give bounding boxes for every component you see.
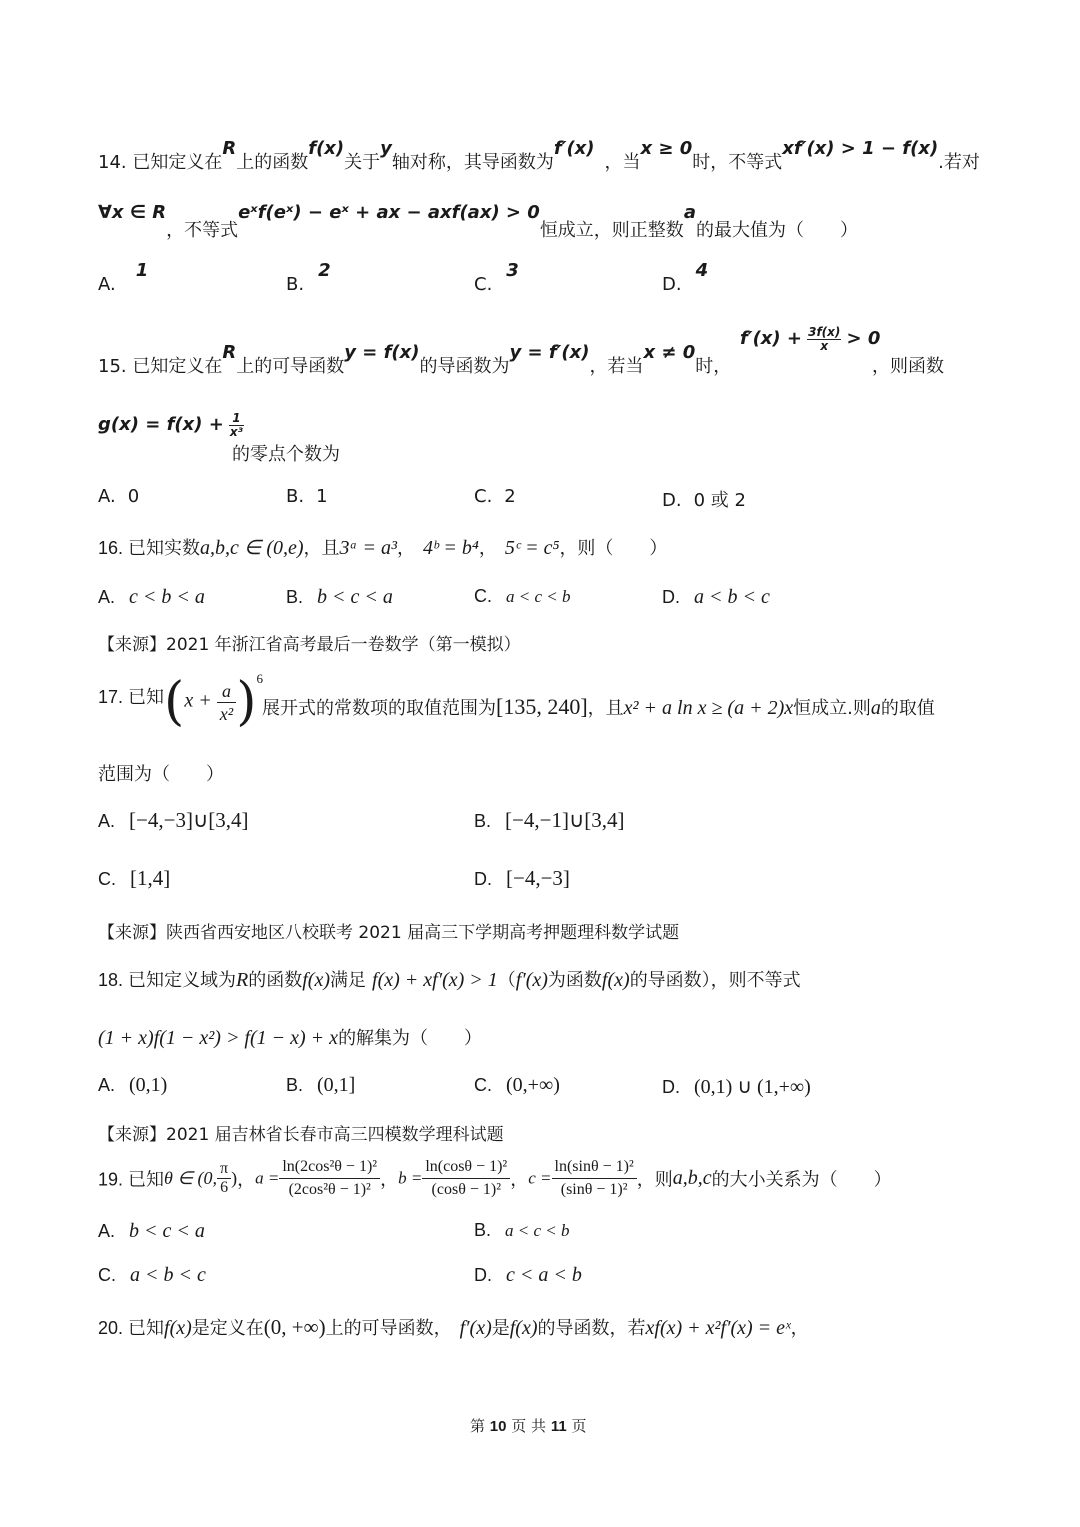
q19-fraction-c <box>552 1156 637 1201</box>
q16-text: ， <box>397 538 415 559</box>
q14-option-c <box>474 260 519 295</box>
q14-text: ，不等式 <box>166 220 239 241</box>
q16-source: 【来源】2021 年浙江省高考最后一卷数学（第一模拟） <box>98 635 521 655</box>
fraction-numerator: π <box>217 1160 231 1179</box>
option-label: D. <box>474 1265 492 1285</box>
option-value: b < c < a <box>317 586 393 608</box>
q16-text: ， <box>478 538 497 559</box>
question-15-line-2 <box>98 412 244 439</box>
option-label: B. <box>286 486 305 507</box>
q14-math: xf′(x) > 1 − f(x) <box>782 138 939 159</box>
q15-math: R <box>222 342 237 363</box>
q15-math: x ≠ 0 <box>643 342 696 363</box>
q20-text: 20. 已知 <box>98 1318 165 1338</box>
q14-math: f′(x) <box>553 138 595 159</box>
option-label: D. <box>474 869 492 889</box>
q18-math: (1 + x)f(1 − x²) > f(1 − x) + x <box>98 1027 339 1049</box>
option-value: a < b < c <box>130 1264 206 1286</box>
q16-option-b <box>286 586 393 609</box>
q19-text: ， <box>380 1169 399 1191</box>
q18-math: f(x) + xf′(x) > 1 <box>372 969 498 991</box>
q20-math: f(x) <box>509 1317 538 1339</box>
q16-math: 4ᵇ = b⁴ <box>423 537 479 559</box>
q18-text: 18. 已知定义域为 <box>98 970 237 990</box>
q15-text: ，则函数 <box>872 356 944 377</box>
fraction-numerator: ln(cosθ − 1)² <box>422 1156 510 1179</box>
q14-math: ∀x ∈ R <box>98 202 167 223</box>
q18-text: （ <box>497 970 516 991</box>
option-label: B. <box>286 274 305 295</box>
q15-option-b <box>286 486 328 507</box>
option-value: 1 <box>135 260 149 281</box>
fraction-denominator: x³ <box>229 425 243 439</box>
option-value: 0 或 2 <box>693 490 746 511</box>
q18-option-b <box>286 1074 355 1097</box>
option-value: 3 <box>506 260 519 281</box>
option-value: (0,1) <box>129 1074 168 1096</box>
option-label: A. <box>98 274 116 295</box>
option-label: C. <box>474 486 493 507</box>
q16-math: a,b,c ∈ (0,e) <box>200 537 304 559</box>
q14-text: 关于 <box>344 152 381 173</box>
q15-fraction <box>807 326 841 353</box>
fraction-denominator: (sinθ − 1)² <box>560 1181 628 1198</box>
q18-option-a <box>98 1074 167 1097</box>
q19-math: a,b,c <box>672 1167 712 1189</box>
q18-text: 满足 <box>330 970 367 991</box>
q16-option-c <box>474 586 571 607</box>
option-label: C. <box>474 274 493 295</box>
q20-text: 上的可导函数， <box>325 1318 452 1339</box>
q15-text: 的导函数为 <box>419 356 510 377</box>
q20-math: (0, +∞) <box>263 1315 326 1339</box>
question-14-line-1 <box>98 138 980 174</box>
option-label: C. <box>98 1265 116 1285</box>
option-value: [1,4] <box>130 866 171 890</box>
option-label: A. <box>98 811 116 831</box>
q19-option-c <box>98 1264 206 1287</box>
q19-math: θ ∈ (0, <box>164 1168 218 1188</box>
q16-text: ，则（ ） <box>559 538 668 559</box>
q19-option-d <box>474 1264 582 1287</box>
q18-text: 的函数 <box>248 970 303 991</box>
q19-math: c = <box>528 1168 552 1188</box>
question-15-line-1 <box>98 338 732 377</box>
q14-text: 时，不等式 <box>692 152 783 173</box>
q17-option-c <box>98 866 170 891</box>
question-20 <box>98 1314 809 1340</box>
q14-math: x ≥ 0 <box>640 138 693 159</box>
q18-math: f(x) <box>601 969 630 991</box>
q14-text: ，当 <box>604 152 641 173</box>
q15-text: 上的可导函数 <box>236 356 345 377</box>
q14-option-a <box>98 260 149 295</box>
q17-text: 的取值 <box>880 698 935 719</box>
q14-math: f(x) <box>308 138 345 159</box>
option-label: B. <box>286 587 304 607</box>
footer-mid: 页 共 <box>511 1417 547 1435</box>
q18-math: f′(x) <box>515 969 548 991</box>
q18-source: 【来源】2021 届吉林省长春市高三四模数学理科试题 <box>98 1125 504 1145</box>
q15-math: g(x) = f(x) + <box>98 414 224 435</box>
q20-math: xf(x) + x²f′(x) = eˣ <box>645 1317 791 1339</box>
option-value: 4 <box>695 260 709 281</box>
option-label: B. <box>474 811 492 831</box>
q19-text: 19. 已知 <box>98 1169 165 1190</box>
fraction-denominator: (2cos²θ − 1)² <box>288 1181 371 1198</box>
option-value: c < a < b <box>506 1264 582 1286</box>
q19-fraction-a <box>279 1156 380 1201</box>
q17-text: 展开式的常数项的取值范围为 <box>262 698 496 719</box>
q14-math: a <box>683 202 696 223</box>
q17-math: [135, 240] <box>496 694 588 719</box>
footer-prefix: 第 <box>470 1417 486 1435</box>
option-value: 1 <box>316 486 328 507</box>
option-value: a < c < b <box>506 587 571 606</box>
option-value: a < c < b <box>505 1221 570 1240</box>
q18-math: f(x) <box>302 969 331 991</box>
page-footer <box>470 1415 586 1436</box>
q15-text: 时， <box>695 356 732 377</box>
q18-option-d <box>662 1074 811 1099</box>
q17-fraction <box>217 680 236 725</box>
q17-text: ，且 <box>587 698 624 719</box>
q15-text: 15. 已知定义在 <box>98 356 223 377</box>
q15-math: > 0 <box>846 328 881 349</box>
q19-fraction-pi <box>217 1160 231 1197</box>
fraction-numerator: a <box>217 680 236 703</box>
option-value: (0,+∞) <box>506 1074 560 1096</box>
q16-text: 16. 已知实数 <box>98 538 201 558</box>
q19-text: ，则 <box>636 1169 673 1191</box>
q20-math: f′(x) <box>459 1317 492 1339</box>
q20-text: 是 <box>491 1318 510 1339</box>
footer-suffix: 页 <box>571 1417 587 1435</box>
option-value: [−4,−3] <box>506 866 570 890</box>
option-label: A. <box>98 1075 116 1095</box>
option-label: B. <box>474 1220 492 1240</box>
option-label: D. <box>662 274 682 295</box>
q20-text: 的导函数，若 <box>537 1318 646 1339</box>
question-19 <box>98 1156 892 1201</box>
q14-text: 轴对称，其导函数为 <box>391 152 554 173</box>
fraction-denominator: x <box>820 339 829 353</box>
right-paren: ) <box>236 672 257 732</box>
option-value: b < c < a <box>129 1220 205 1242</box>
q14-option-d <box>662 260 709 295</box>
fraction-numerator: ln(2cos²θ − 1)² <box>279 1156 380 1179</box>
q15-math: y = f′(x) <box>509 342 590 363</box>
question-18-line-1 <box>98 966 801 992</box>
q15-option-a <box>98 486 139 507</box>
footer-page-number: 10 <box>489 1418 507 1435</box>
q15-text: ，若当 <box>589 356 644 377</box>
option-label: A. <box>98 486 116 507</box>
q15-inequality <box>740 326 880 353</box>
q19-math: a = <box>255 1168 280 1188</box>
q17-exponent: 6 <box>256 670 263 686</box>
question-17-line-2: 范围为（ ） <box>98 764 224 785</box>
fraction-numerator: ln(sinθ − 1)² <box>552 1156 637 1179</box>
q14-text: 的最大值为（ ） <box>695 220 858 241</box>
question-18-line-2 <box>98 1024 482 1050</box>
left-paren: ( <box>164 672 185 732</box>
question-14-line-2 <box>98 202 858 241</box>
q14-text: .若对 <box>938 152 980 173</box>
option-label: C. <box>474 586 492 606</box>
q16-math: 3ᵃ = a³ <box>339 537 397 559</box>
option-value: (0,1] <box>317 1074 356 1096</box>
question-17-line-1 <box>98 670 263 732</box>
q19-text: ， <box>510 1169 529 1191</box>
q18-math: R <box>236 969 249 991</box>
q15-math: f′(x) + <box>740 328 802 349</box>
q19-option-a <box>98 1220 205 1243</box>
q18-text: 的导函数），则不等式 <box>629 970 801 991</box>
option-value: 2 <box>318 260 331 281</box>
q14-math: y <box>380 138 392 159</box>
q19-text: 的大小关系为（ ） <box>711 1169 892 1191</box>
fraction-denominator: (cosθ − 1)² <box>431 1181 501 1198</box>
q19-text: ， <box>237 1169 256 1191</box>
fraction-numerator: 3f(x) <box>808 325 841 339</box>
q17-math: a <box>870 697 881 719</box>
q17-option-a <box>98 808 249 833</box>
option-label: A. <box>98 587 116 607</box>
q17-option-b <box>474 808 625 833</box>
q16-text: ，且 <box>303 538 340 559</box>
option-value: (0,1) ∪ (1,+∞) <box>694 1076 811 1098</box>
q16-option-d <box>662 586 770 609</box>
q14-option-b <box>286 260 331 295</box>
q18-option-c <box>474 1074 560 1097</box>
option-label: D. <box>662 490 682 511</box>
fraction-denominator: x² <box>219 703 234 724</box>
question-17-line-1-rest <box>262 694 935 720</box>
q19-option-b <box>474 1220 570 1241</box>
q20-math: f(x) <box>164 1317 192 1339</box>
q17-option-d <box>474 866 570 891</box>
q19-fraction-b <box>422 1156 510 1201</box>
question-16 <box>98 534 667 560</box>
q20-text: 是定义在 <box>191 1318 264 1339</box>
q17-source: 【来源】陕西省西安地区八校联考 2021 届高三下学期高考押题理科数学试题 <box>98 923 680 943</box>
fraction-numerator: 1 <box>229 412 244 426</box>
option-value: 0 <box>127 486 140 507</box>
fraction-denominator: 6 <box>220 1179 229 1196</box>
q14-text: 14. 已知定义在 <box>98 152 223 173</box>
q15-option-c <box>474 486 516 507</box>
q14-math: eˣf(eˣ) − eˣ + ax − axf(ax) > 0 <box>238 202 540 223</box>
q15-fraction <box>229 412 244 439</box>
option-label: D. <box>662 1077 680 1097</box>
q17-math: x + <box>184 689 212 712</box>
option-label: C. <box>474 1075 492 1095</box>
option-value: [−4,−1]∪[3,4] <box>505 808 625 832</box>
q15-math: y = f(x) <box>344 342 420 363</box>
q17-text: 17. 已知 <box>98 686 165 707</box>
q16-math: 5ᶜ = c⁵ <box>504 537 560 559</box>
option-value: [−4,−3]∪[3,4] <box>129 808 249 832</box>
q20-text: ， <box>790 1318 809 1339</box>
q15-text: 的零点个数为 <box>232 444 340 465</box>
q14-text: 上的函数 <box>236 152 309 173</box>
q19-math: ) <box>231 1168 238 1188</box>
option-label: A. <box>98 1221 116 1241</box>
footer-total-pages: 11 <box>550 1418 567 1435</box>
q18-text: 的解集为（ ） <box>338 1028 483 1049</box>
q15-tail <box>872 352 944 378</box>
q14-math: R <box>222 138 237 159</box>
option-value: a < b < c <box>694 586 770 608</box>
q15-option-d <box>662 486 746 512</box>
q17-text: 恒成立.则 <box>793 698 871 719</box>
option-label: B. <box>286 1075 304 1095</box>
q17-math: x² + a ln x ≥ (a + 2)x <box>623 697 794 719</box>
q18-text: 为函数 <box>547 970 602 991</box>
q15-line-2-tail <box>232 440 340 466</box>
q14-text: 恒成立，则正整数 <box>539 220 684 241</box>
q16-option-a <box>98 586 205 609</box>
option-label: C. <box>98 869 116 889</box>
option-label: D. <box>662 587 680 607</box>
option-value: c < b < a <box>129 586 205 608</box>
q19-math: b = <box>398 1168 423 1188</box>
option-value: 2 <box>504 486 516 507</box>
